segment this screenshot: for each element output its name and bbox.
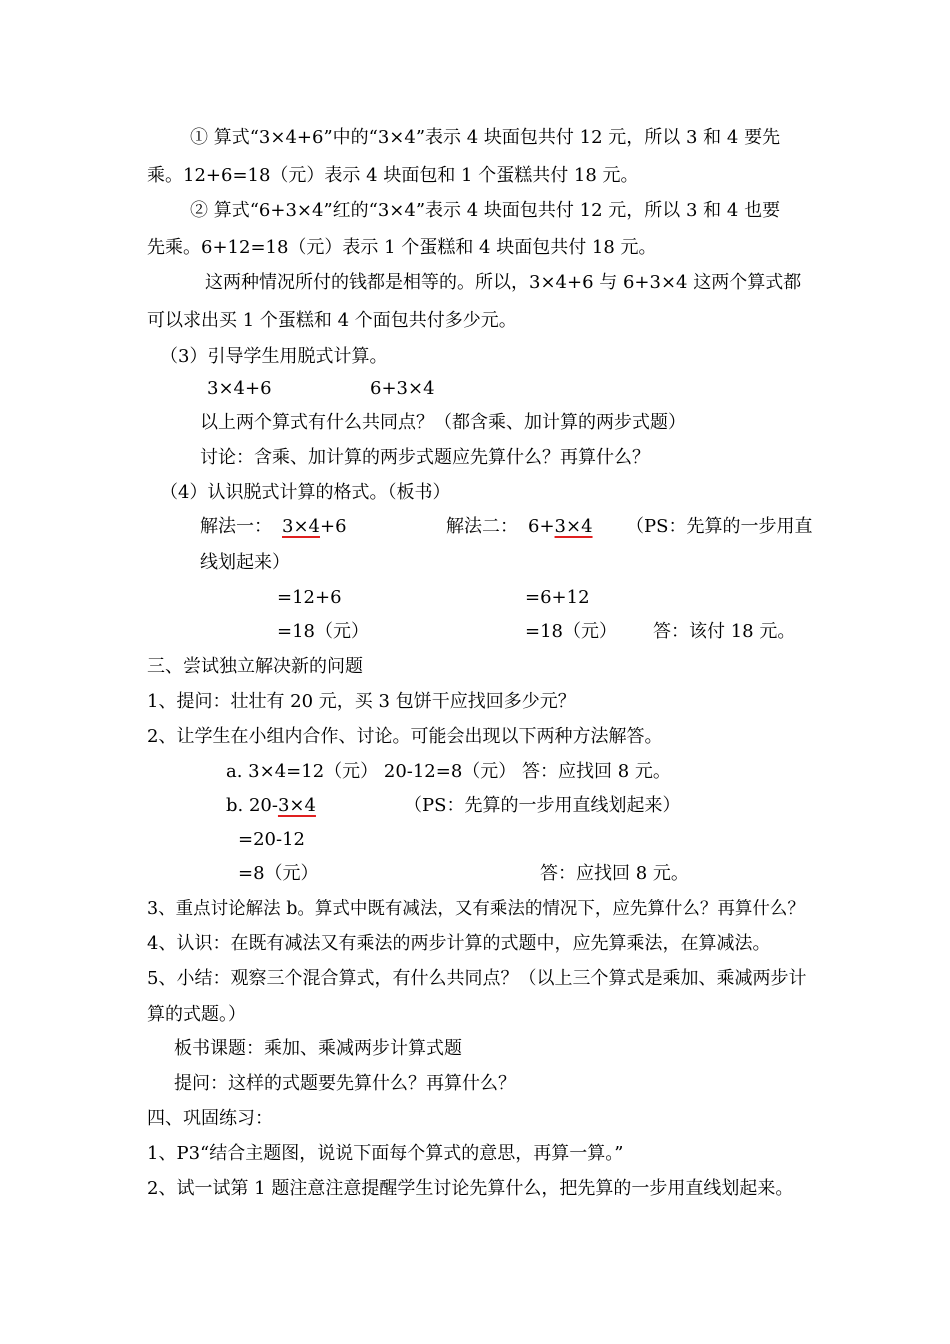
paragraph-line: 先乘。6+12=18（元）表示 1 个蛋糕和 4 块面包共付 18 元。 xyxy=(147,237,657,258)
answer-text: 答：应找回 8 元。 xyxy=(540,863,689,884)
section-heading: 三、尝试独立解决新的问题 xyxy=(147,656,363,677)
expression-rest: +6 xyxy=(320,516,347,537)
expression-result: =8（元） xyxy=(238,863,319,884)
paragraph-line: 以上两个算式有什么共同点？（都含乘、加计算的两步式题） xyxy=(200,412,686,433)
solution-two xyxy=(446,515,593,539)
underlined-step: 3×4 xyxy=(282,516,320,537)
paragraph-line: 5、小结：观察三个混合算式，有什么共同点？（以上三个算式是乘加、乘减两步计 xyxy=(147,968,807,989)
expression-step: =20-12 xyxy=(238,829,305,850)
paragraph-line: ① 算式“3×4+6”中的“3×4”表示 4 块面包共付 12 元，所以 3 和 4 要先 xyxy=(190,127,781,148)
paragraph-line: 2、让学生在小组内合作、讨论。可能会出现以下两种方法解答。 xyxy=(147,726,663,747)
paragraph-line: 2、试一试第 1 题注意注意提醒学生讨论先算什么，把先算的一步用直线划起来。 xyxy=(147,1178,794,1199)
answer-text: 答：该付 18 元。 xyxy=(653,621,796,642)
paragraph-line: 乘。12+6=18（元）表示 4 块面包和 1 个蛋糕共付 18 元。 xyxy=(147,165,639,186)
paragraph-line: 1、提问：壮壮有 20 元，买 3 包饼干应找回多少元？ xyxy=(147,691,576,712)
paragraph-line: 这两种情况所付的钱都是相等的。所以，3×4+6 与 6+3×4 这两个算式都 xyxy=(205,272,802,293)
paragraph-line: 算的式题。） xyxy=(147,1004,246,1025)
paragraph-line: 可以求出买 1 个蛋糕和 4 个面包共付多少元。 xyxy=(147,310,517,331)
solution-label: 解法二： xyxy=(446,516,518,537)
expression: 3×4+6 xyxy=(207,378,272,399)
ps-note: （PS：先算的一步用直线划起来） xyxy=(404,795,681,816)
ps-note: （PS：先算的一步用直 xyxy=(626,516,813,537)
paragraph-line: 3、重点讨论解法 b。算式中既有减法，又有乘法的情况下，应先算什么？再算什么？ xyxy=(147,899,805,919)
solution-one xyxy=(200,515,347,539)
paragraph-line: ② 算式“6+3×4”红的“3×4”表示 4 块面包共付 12 元，所以 3 和 4 也要 xyxy=(190,200,781,221)
expression-result: =18（元） xyxy=(277,621,369,642)
solution-label: 解法一： xyxy=(200,516,272,537)
paragraph-line: 1、P3“结合主题图，说说下面每个算式的意思，再算一算。” xyxy=(147,1143,624,1164)
expression-rest: b. 20- xyxy=(226,795,278,816)
underlined-step: 3×4 xyxy=(277,795,316,816)
expression-rest: 6+ xyxy=(528,516,555,537)
expression-step: =6+12 xyxy=(525,587,590,608)
ps-note-continued: 线划起来） xyxy=(200,552,290,573)
underlined-step: 3×4 xyxy=(554,516,593,537)
paragraph-line: 提问：这样的式题要先算什么？再算什么？ xyxy=(174,1073,516,1094)
paragraph-line: 板书课题：乘加、乘减两步计算式题 xyxy=(174,1038,462,1059)
method-a: a. 3×4=12（元） 20-12=8（元） 答：应找回 8 元。 xyxy=(226,761,671,782)
section-heading: （4）认识脱式计算的格式。（板书） xyxy=(160,482,451,503)
expression: 6+3×4 xyxy=(370,378,435,399)
paragraph-line: 讨论：含乘、加计算的两步式题应先算什么？再算什么？ xyxy=(200,447,650,468)
paragraph-line: 4、认识：在既有减法又有乘法的两步计算的式题中，应先算乘法，在算减法。 xyxy=(147,933,771,954)
expression-step: =12+6 xyxy=(277,587,342,608)
section-heading: （3）引导学生用脱式计算。 xyxy=(160,346,388,367)
method-b xyxy=(226,794,316,818)
expression-result: =18（元） xyxy=(525,621,617,642)
section-heading: 四、巩固练习： xyxy=(147,1108,273,1129)
